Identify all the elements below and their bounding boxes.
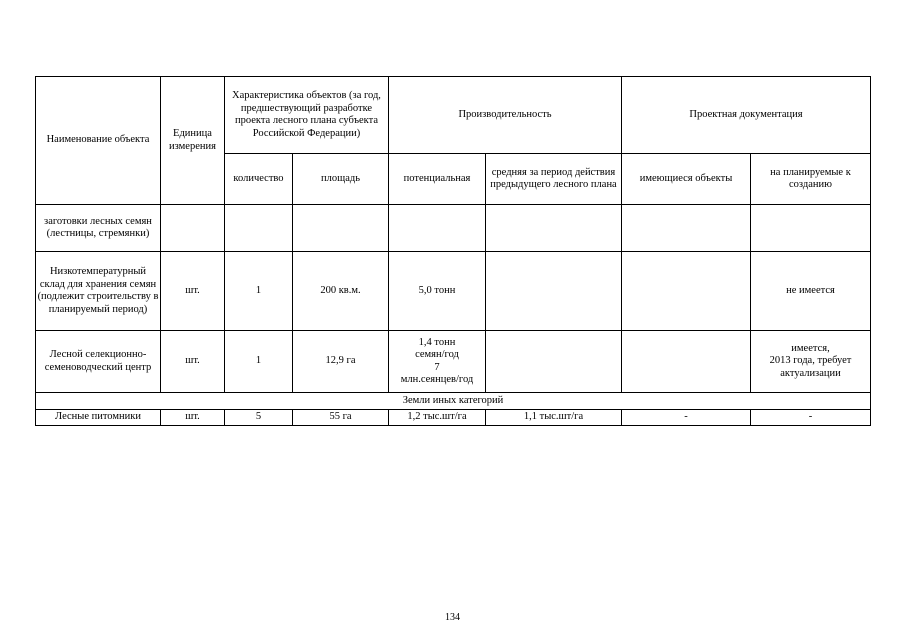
- header-documentation: Проектная документация: [622, 77, 871, 154]
- potential-line: 7: [434, 361, 440, 373]
- section-title: Земли иных категорий: [36, 393, 871, 410]
- planned-line: имеется,: [791, 342, 830, 354]
- header-quantity: количество: [225, 154, 293, 205]
- row-average: [486, 205, 622, 252]
- row-unit: шт.: [161, 252, 225, 331]
- page-number: 134: [445, 612, 460, 623]
- row-average: 1,1 тыс.шт/га: [486, 410, 622, 426]
- header-name: Наименование объекта: [36, 77, 161, 205]
- row-average: [486, 331, 622, 393]
- header-row-1: [36, 77, 871, 154]
- row-area: 12,9 га: [293, 331, 389, 393]
- planned-line: 2013 года, требует: [769, 355, 852, 367]
- row-quantity: 1: [225, 252, 293, 331]
- row-area: [293, 205, 389, 252]
- row-unit: шт.: [161, 410, 225, 426]
- row-existing: -: [622, 410, 751, 426]
- row-quantity: [225, 205, 293, 252]
- header-area: площадь: [293, 154, 389, 205]
- row-planned: -: [751, 410, 871, 426]
- header-unit: Единица измерения: [161, 77, 225, 205]
- potential-line: 1,4 тонн: [418, 336, 456, 348]
- row-quantity: 5: [225, 410, 293, 426]
- row-potential: 1,2 тыс.шт/га: [389, 410, 486, 426]
- header-productivity: Производительность: [389, 77, 622, 154]
- potential-line: семян/год: [415, 349, 459, 360]
- row-area: 55 га: [293, 410, 389, 426]
- header-average: средняя за период действия предыдущего лесного плана: [486, 154, 622, 205]
- table-row: [36, 410, 871, 426]
- row-name: Лесной селекционно-семеноводческий центр: [36, 331, 161, 393]
- header-characteristics: Характеристика объектов (за год, предшествующий разработке проекта лесного плана субъекта Российской Федерации): [225, 77, 389, 154]
- table-row: [36, 252, 871, 331]
- section-row: [36, 393, 871, 410]
- row-potential: 5,0 тонн: [389, 252, 486, 331]
- header-planned: на планируемые к созданию: [751, 154, 871, 205]
- row-name: заготовки лесных семян (лестницы, стремянки): [36, 205, 161, 252]
- potential-line: млн.сеянцев/год: [400, 374, 474, 385]
- data-table: [35, 76, 871, 426]
- header-potential: потенциальная: [389, 154, 486, 205]
- row-unit: [161, 205, 225, 252]
- row-unit: шт.: [161, 331, 225, 393]
- row-area: 200 кв.м.: [293, 252, 389, 331]
- row-potential: [389, 205, 486, 252]
- row-planned: не имеется: [751, 252, 871, 331]
- row-planned: [751, 205, 871, 252]
- table-row: [36, 331, 871, 393]
- row-name: Лесные питомники: [36, 410, 161, 426]
- row-existing: [622, 252, 751, 331]
- row-name: Низкотемпературный склад для хранения семян (подлежит строительству в планируемый период): [36, 252, 161, 331]
- header-existing: имеющиеся объекты: [622, 154, 751, 205]
- row-quantity: 1: [225, 331, 293, 393]
- row-planned: [751, 331, 871, 393]
- row-existing: [622, 205, 751, 252]
- row-average: [486, 252, 622, 331]
- row-potential: [389, 331, 486, 393]
- row-existing: [622, 331, 751, 393]
- table-row: [36, 205, 871, 252]
- planned-line: актуализации: [780, 367, 841, 379]
